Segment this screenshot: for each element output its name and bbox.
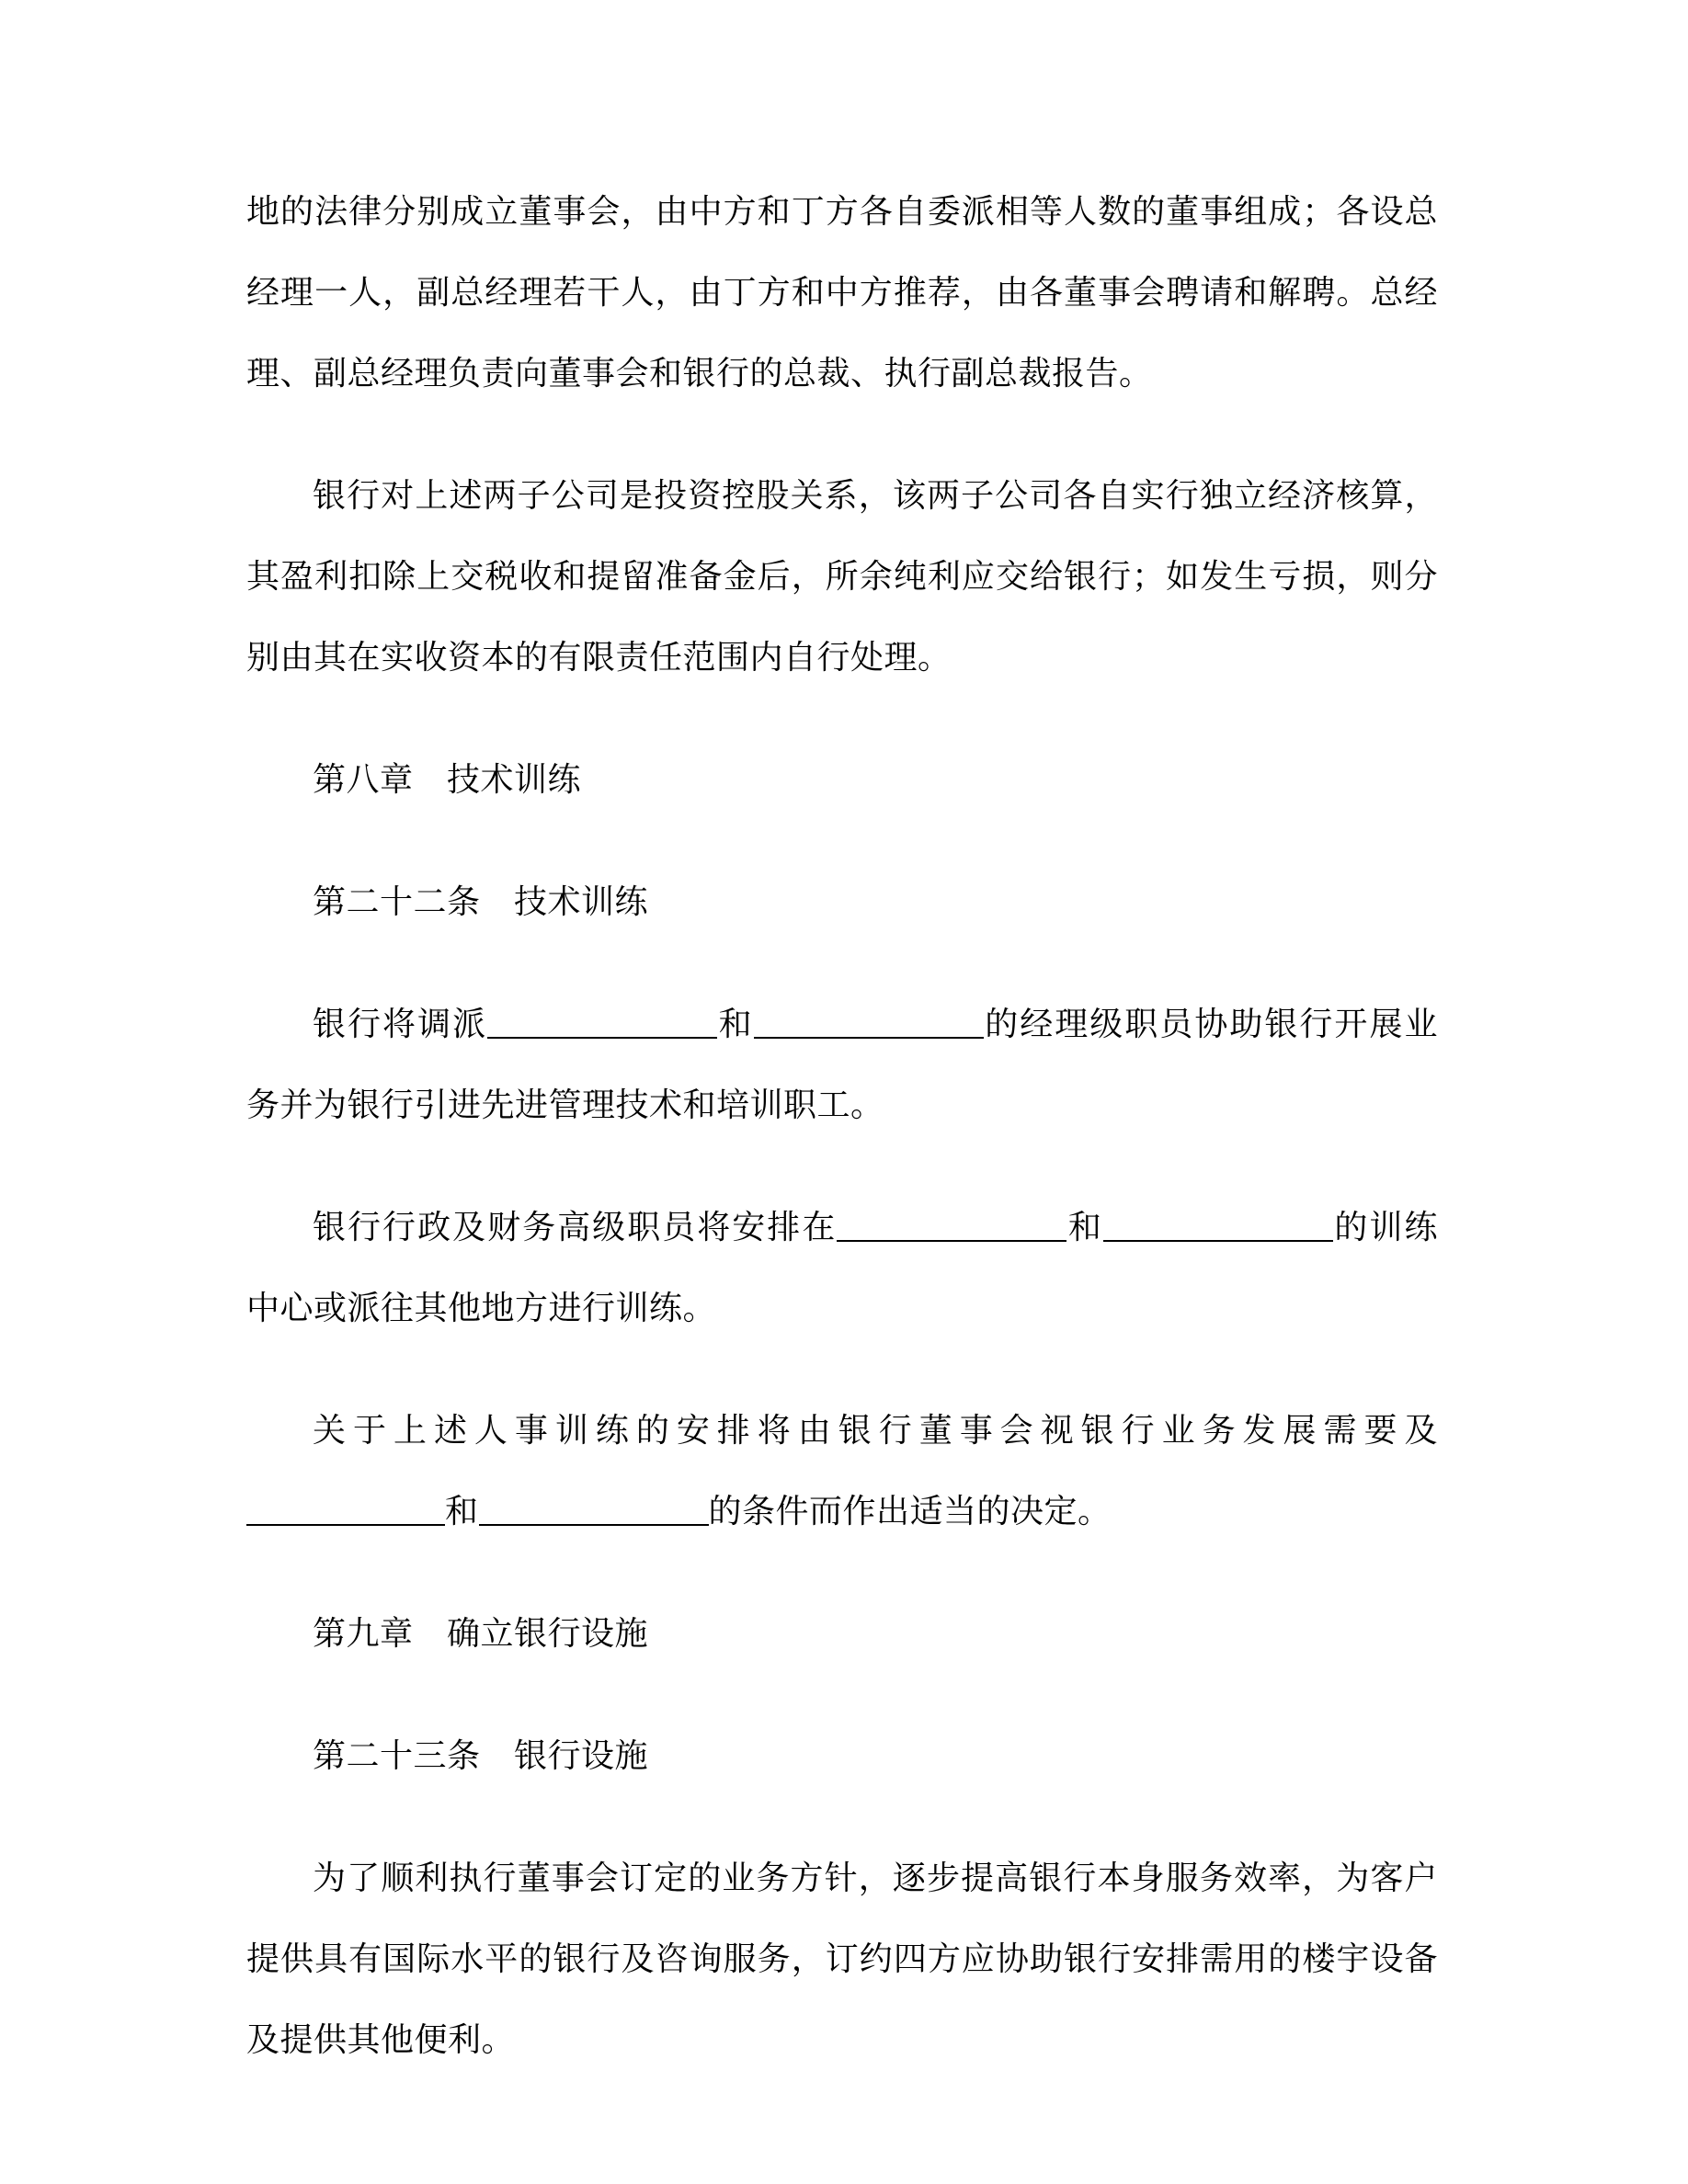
text-run: 关于上述人事训练的安排将由银行董事会视银行业务发展需要及: [313, 1412, 1438, 1449]
text-run: 和: [717, 1006, 754, 1042]
text-run: 的训练中心或派往其他地方进行训练。: [246, 1209, 1438, 1326]
document-body: [246, 171, 1438, 2121]
chapter-heading: [246, 861, 1438, 942]
paragraph: [246, 455, 1438, 698]
chapter-heading: [246, 1715, 1438, 1796]
text-run: 银行将调派: [313, 1006, 488, 1042]
paragraph: [246, 171, 1438, 414]
text-run: 银行行政及财务高级职员将安排在: [313, 1209, 838, 1246]
text-run: 银行对上述两子公司是投资控股关系，该两子公司各自实行独立经济核算，其盈利扣除上交税收和提留准备金后，所余纯利应交给银行；如发生亏损，则分别由其在实收资本的有限责任范围内自行处理。: [246, 477, 1438, 676]
text-run: 第二十三条 银行设施: [313, 1737, 649, 1774]
text-run: 的经理级职员协助银行开展业务并为银行引进先进管理技术和培训职工。: [246, 1006, 1438, 1123]
paragraph: [246, 1837, 1438, 2080]
text-run: 为了顺利执行董事会订定的业务方针，逐步提高银行本身服务效率，为客户提供具有国际水平的银行及咨询服务，订约四方应协助银行安排需用的楼宇设备及提供其他便利。: [246, 1860, 1438, 2058]
chapter-heading: [246, 739, 1438, 820]
fill-in-blank: [487, 1037, 717, 1039]
paragraph: [246, 984, 1438, 1145]
text-run: 和: [1066, 1209, 1103, 1246]
fill-in-blank: [837, 1240, 1066, 1242]
text-run: 第八章 技术训练: [313, 761, 582, 798]
text-run: 第九章 确立银行设施: [313, 1615, 649, 1652]
fill-in-blank: [479, 1524, 709, 1526]
text-run: 地的法律分别成立董事会，由中方和丁方各自委派相等人数的董事组成；各设总经理一人，副总经理若干人，由丁方和中方推荐，由各董事会聘请和解聘。总经理、副总经理负责向董事会和银行的总裁、执行副总裁报告。: [246, 193, 1438, 392]
text-run: 第二十二条 技术训练: [313, 883, 649, 920]
text-run: 和: [445, 1493, 479, 1530]
chapter-heading: [246, 1593, 1438, 1674]
paragraph: [246, 1390, 1438, 1552]
fill-in-blank: [1103, 1240, 1333, 1242]
fill-in-blank: [246, 1524, 445, 1526]
text-run: 的条件而作出适当的决定。: [708, 1493, 1112, 1530]
paragraph: [246, 1187, 1438, 1348]
fill-in-blank: [754, 1037, 984, 1039]
